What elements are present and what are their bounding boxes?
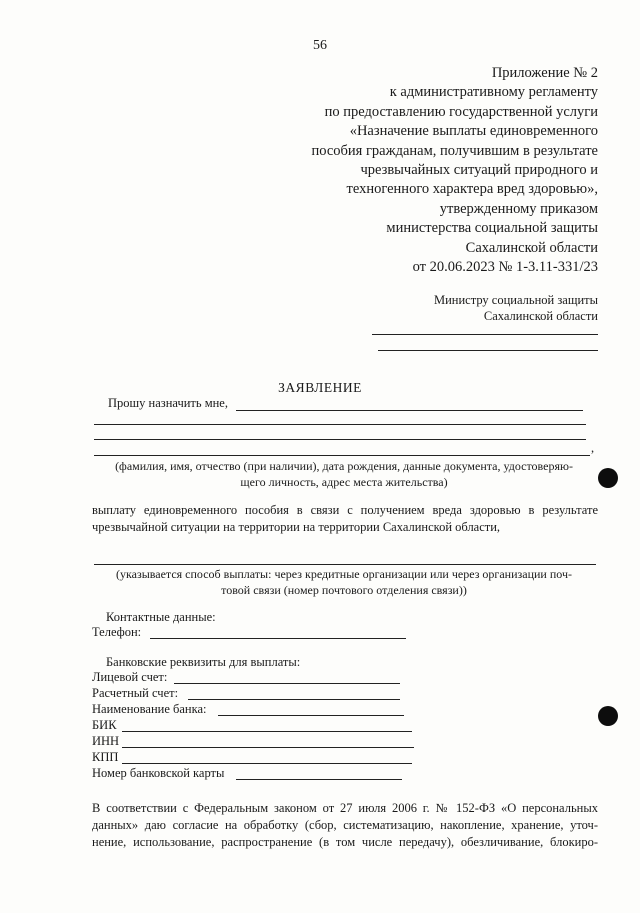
addressee-block [434, 292, 598, 324]
applicant-blank-line[interactable] [94, 424, 586, 425]
trailing-comma: , [591, 441, 595, 455]
kpp-blank-line[interactable] [122, 763, 412, 764]
bank-heading: Банковские реквизиты для выплаты: [106, 655, 301, 669]
addressee-blank-line[interactable] [372, 334, 598, 335]
page-number: 56 [313, 38, 327, 53]
consent-line: В соответствии с Федеральным законом от 27 июля 2006 г. № 152-ФЗ «О персональных [92, 801, 598, 815]
request-label: Прошу назначить мне, [108, 396, 228, 410]
addressee-blank-line[interactable] [378, 350, 598, 351]
note-line: щего личность, адрес места жительства) [240, 474, 448, 489]
appendix-line: Приложение № 2 [491, 65, 598, 81]
appendix-line: пособия гражданам, получившим в результате [311, 142, 598, 159]
settlement-account-blank-line[interactable] [188, 699, 400, 700]
phone-blank-line[interactable] [150, 638, 406, 639]
statement-title: ЗАЯВЛЕНИЕ [278, 380, 362, 395]
note-line: (фамилия, имя, отчество (при наличии), дата рождения, данные документа, удостоверяю- [115, 459, 573, 473]
binder-hole-icon [598, 706, 618, 726]
note-payment [94, 567, 594, 598]
phone-label: Телефон: [92, 625, 142, 639]
appendix-line: утвержденному приказом [439, 200, 598, 217]
payment-text-line: чрезвычайной ситуации на территории на территории Сахалинской области, [92, 520, 501, 534]
consent-line: нение, использование, распространение (в том числе передачу), обезличивание, блокиро- [92, 835, 598, 849]
bank-field-label: Номер банковской карты [92, 766, 225, 780]
applicant-blank-line[interactable] [94, 455, 590, 456]
note-line: (указывается способ выплаты: через кредитные организации или через организации поч- [116, 567, 572, 581]
note-line: товой связи (номер почтового отделения связи)) [221, 582, 467, 597]
bank-field-label: Лицевой счет: [92, 670, 168, 684]
note-person [94, 459, 594, 490]
bank-field-label: ИНН [92, 734, 120, 748]
binder-hole-icon [598, 468, 618, 488]
addressee-line: Министру социальной защиты [434, 293, 598, 307]
bank-field-label: БИК [92, 718, 117, 732]
appendix-line: Сахалинской области [465, 239, 598, 256]
payment-method-blank-line[interactable] [94, 564, 596, 565]
appendix-line: от 20.06.2023 № 1-3.11-331/23 [412, 259, 598, 276]
appendix-line: по предоставлению государственной услуги [324, 103, 598, 120]
applicant-blank-line[interactable] [236, 410, 583, 411]
appendix-line: министерства социальной защиты [386, 220, 598, 237]
bik-blank-line[interactable] [122, 731, 412, 732]
bank-field-label: Расчетный счет: [92, 686, 179, 700]
consent-line: данных» даю согласие на обработку (сбор, систематизацию, накопление, хранение, уточ- [92, 818, 598, 832]
payment-text-line: выплату единовременного пособия в связи с получением вреда здоровью в результате [92, 503, 598, 517]
account-blank-line[interactable] [174, 683, 400, 684]
applicant-blank-line[interactable] [94, 439, 586, 440]
bank-name-blank-line[interactable] [218, 715, 404, 716]
contacts-heading: Контактные данные: [106, 610, 216, 624]
bank-field-label: КПП [92, 750, 119, 764]
appendix-line: техногенного характера вред здоровью», [346, 181, 598, 198]
appendix-line: чрезвычайных ситуаций природного и [360, 162, 598, 179]
card-number-blank-line[interactable] [236, 779, 402, 780]
appendix-block [311, 64, 598, 277]
addressee-line: Сахалинской области [483, 309, 598, 323]
appendix-line: «Назначение выплаты единовременного [349, 123, 598, 140]
appendix-line: к административному регламенту [389, 84, 598, 101]
bank-field-label: Наименование банка: [92, 702, 207, 716]
inn-blank-line[interactable] [122, 747, 414, 748]
